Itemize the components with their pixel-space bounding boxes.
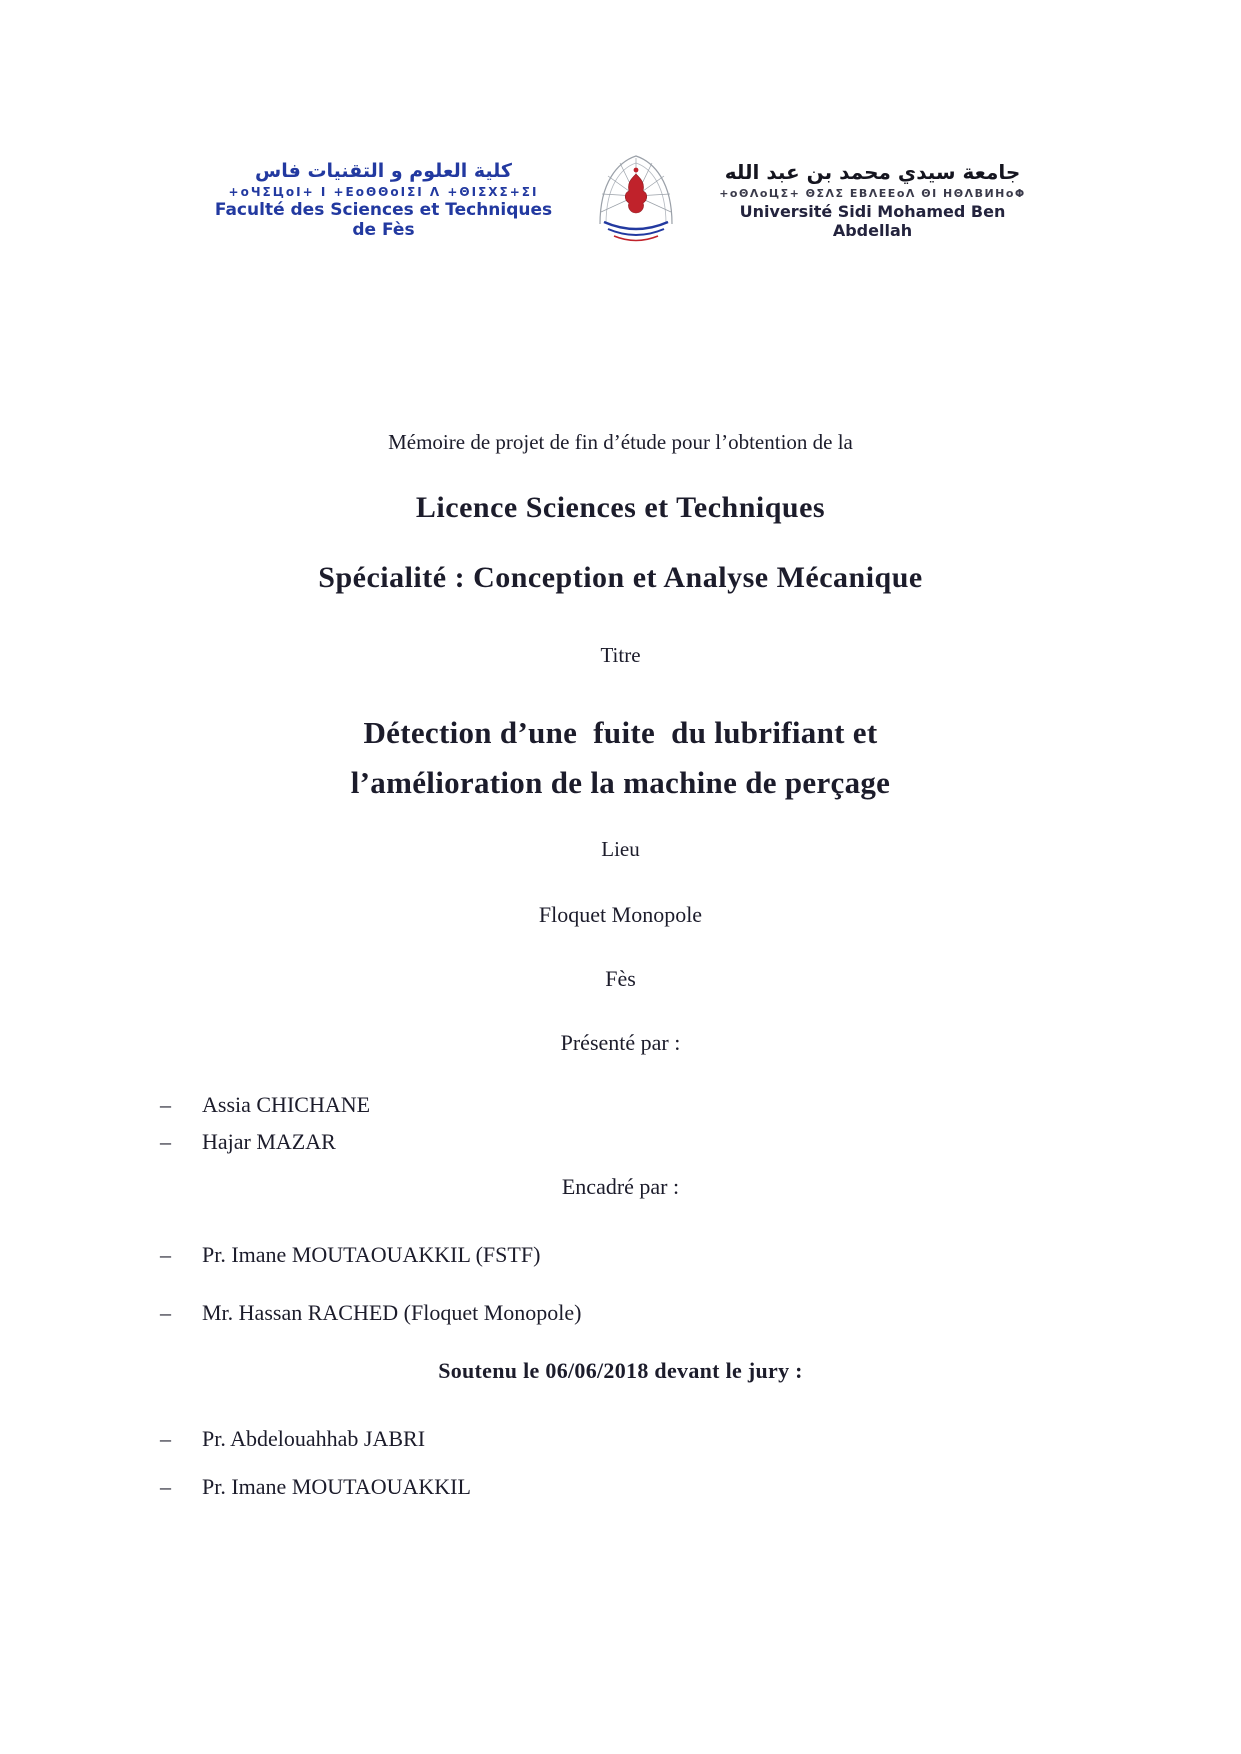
list-item (160, 1474, 1083, 1500)
list-dash: – (160, 1300, 171, 1326)
thesis-title-line2: l’amélioration de la machine de perçage (350, 764, 891, 800)
faculty-block (204, 160, 564, 240)
university-block (708, 160, 1038, 240)
document-header (0, 150, 1241, 250)
jury-member-name: Pr. Imane MOUTAOUAKKIL (202, 1474, 471, 1500)
list-item (160, 1426, 1083, 1452)
list-item (160, 1086, 1083, 1123)
university-name-tifinagh: +oΘΛoЦΣ+ ΘΣΛΣ ΕBΛΕΕoΛ ΘΙ ΗΘΛBИΗoΦ (719, 187, 1026, 200)
presented-by-label: Présenté par : (560, 1030, 681, 1056)
supervisor-name: Mr. Hassan RACHED (Floquet Monopole) (202, 1300, 582, 1326)
list-item (160, 1242, 1083, 1268)
city-name: Fès (605, 966, 636, 992)
faculty-name-arabic: كلية العلوم و التقنيات فاس (255, 160, 512, 183)
university-name-arabic: جامعة سيدي محمد بن عبد الله (724, 160, 1021, 184)
degree-title: Licence Sciences et Techniques (415, 491, 826, 524)
cover-content (158, 430, 1083, 1522)
list-dash: – (160, 1242, 171, 1268)
thesis-title-line1: Détection d’une fuite du lubrifiant et (363, 715, 878, 750)
faculty-name-tifinagh: +oЧΣЦoI+ I +ΕoΘΘoΙΣΙ Λ +ΘΙΣΧΣ+ΣΙ (228, 184, 539, 199)
list-dash: – (160, 1129, 171, 1155)
jury-member-name: Pr. Abdelouahhab JABRI (202, 1426, 426, 1452)
university-name-french: Université Sidi Mohamed Ben Abdellah (739, 202, 1006, 240)
supervisor-name: Pr. Imane MOUTAOUAKKIL (FSTF) (202, 1242, 541, 1268)
list-item (160, 1123, 1083, 1160)
list-item (160, 1300, 1083, 1326)
faculty-name-french: Faculté des Sciences et Techniques de Fès (214, 199, 553, 240)
university-logo-icon (590, 150, 682, 250)
thesis-title (158, 708, 1083, 807)
list-dash: – (160, 1426, 171, 1452)
specialty-title: Spécialité : Conception et Analyse Mécanique (318, 561, 923, 594)
degree-intro: Mémoire de projet de fin d’étude pour l’obtention de la (388, 430, 853, 454)
author-name: Assia CHICHANE (202, 1092, 371, 1118)
list-dash: – (160, 1092, 171, 1118)
title-label: Titre (600, 643, 641, 667)
jury-list (160, 1426, 1083, 1500)
defense-statement: Soutenu le 06/06/2018 devant le jury : (438, 1358, 803, 1384)
place-label: Lieu (601, 837, 640, 862)
supervisors-list (160, 1242, 1083, 1326)
authors-list (160, 1086, 1083, 1160)
list-dash: – (160, 1474, 171, 1500)
author-name: Hajar MAZAR (202, 1129, 336, 1155)
company-name: Floquet Monopole (538, 902, 703, 928)
supervised-by-label: Encadré par : (561, 1174, 680, 1200)
